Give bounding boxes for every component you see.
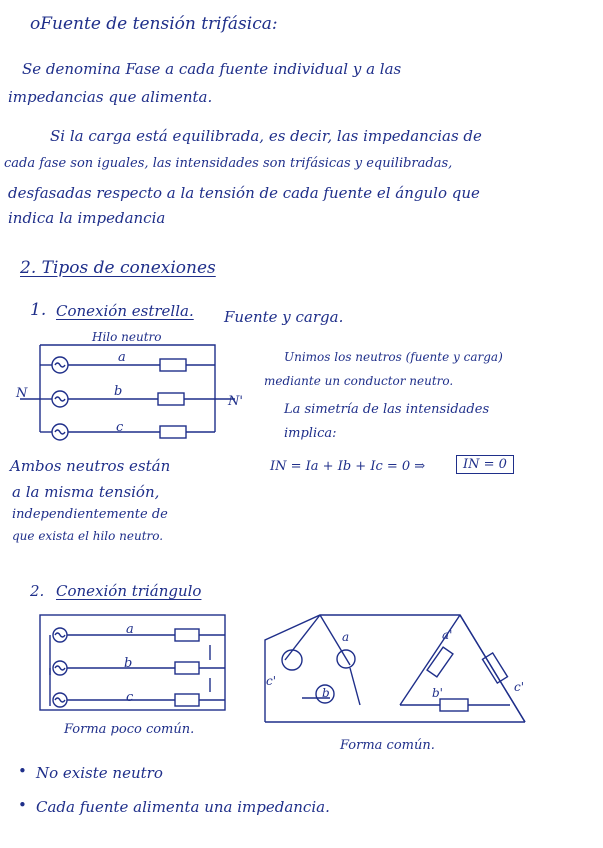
page-title: oFuente de tensión trifásica: <box>30 14 278 34</box>
delta-right-label-b: b <box>322 686 330 700</box>
para1-line2: impedancias que alimenta. <box>8 88 213 106</box>
bullet-dot-2: • <box>18 796 27 814</box>
para2-line4: indica la impedancia <box>8 209 166 227</box>
star-phase-c: c <box>116 420 124 435</box>
section-heading: 2. Tipos de conexiones <box>20 258 216 278</box>
delta-left-caption: Forma poco común. <box>64 722 195 737</box>
delta-left-phase-b: b <box>124 656 133 671</box>
delta-right-circuit <box>265 615 525 722</box>
delta-left-phase-a: a <box>126 622 134 637</box>
current-equation: IN = Ia + Ib + Ic = 0 ⇒ <box>270 459 426 474</box>
star-subtitle: Fuente y carga. <box>224 308 344 326</box>
star-phase-a: a <box>118 350 126 365</box>
para2-line1: Si la carga está equilibrada, es decir, las impedancias de <box>50 127 482 145</box>
para2-line2: cada fase son iguales, las intensidades son trifásicas y equilibradas, <box>4 156 453 171</box>
delta-left-phase-c: c <box>126 690 134 705</box>
star-number: 1. <box>30 300 47 320</box>
star-note-line2: mediante un conductor neutro. <box>264 374 454 388</box>
para1-line1: Se denomina Fase a cada fuente individual y a las <box>22 60 402 78</box>
star-left-note-line1: Ambos neutros están <box>10 457 171 475</box>
star-note-line3: La simetría de las intensidades <box>284 402 490 417</box>
star-left-note-line4: que exista el hilo neutro. <box>12 529 164 543</box>
para2-line3: desfasadas respecto a la tensión de cada fuente el ángulo que <box>8 184 480 202</box>
delta-right-label-c-prime: c' <box>514 680 525 694</box>
bullet-item-1: No existe neutro <box>36 764 163 782</box>
delta-right-label-c: c' <box>266 674 277 688</box>
delta-right-caption: Forma común. <box>340 738 435 753</box>
delta-title: Conexión triángulo <box>56 582 202 600</box>
star-left-note-line2: a la misma tensión, <box>12 483 160 501</box>
star-circuit <box>20 345 235 440</box>
star-note-line4: implica: <box>284 426 337 441</box>
current-equation-result: IN = 0 <box>456 455 514 474</box>
neutral-wire-label: Hilo neutro <box>92 330 162 344</box>
delta-number: 2. <box>30 582 45 600</box>
star-phase-b: b <box>114 384 123 399</box>
star-note-line1: Unimos los neutros (fuente y carga) <box>284 350 503 364</box>
delta-right-label-a: a <box>342 630 350 644</box>
node-N-label: N <box>16 386 28 401</box>
delta-right-label-b-prime: b' <box>432 686 443 700</box>
delta-right-label-a-prime: a' <box>442 628 453 642</box>
node-N-prime-label: N' <box>228 394 243 409</box>
bullet-dot-1: • <box>18 762 27 780</box>
star-title: Conexión estrella. <box>56 302 194 320</box>
star-left-note-line3: independientemente de <box>12 507 168 522</box>
bullet-item-2: Cada fuente alimenta una impedancia. <box>36 798 330 816</box>
